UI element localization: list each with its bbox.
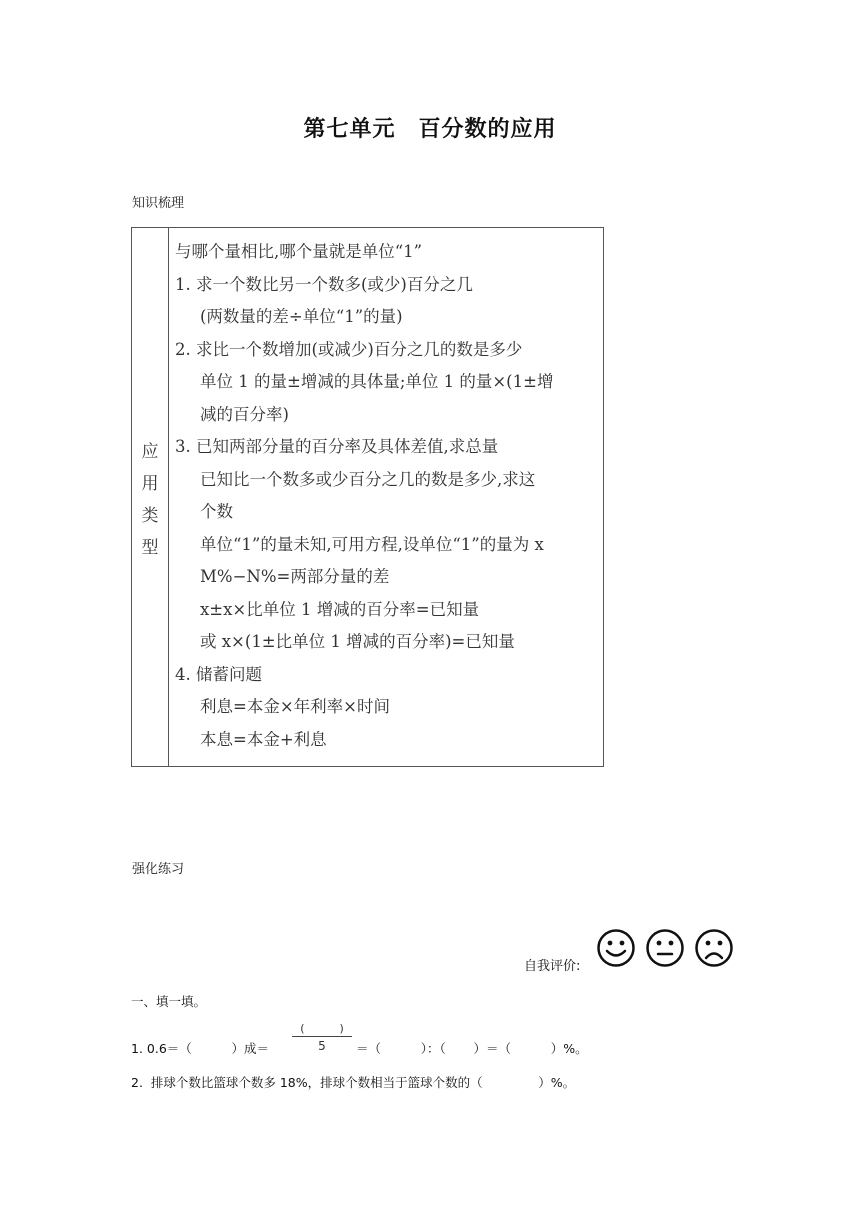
sad-face-icon[interactable] [694, 928, 734, 968]
question-1-suffix: ＝（ ）：（ ）＝（ ）%。 [356, 1041, 588, 1056]
fraction-denominator: 5 [318, 1039, 326, 1053]
knowledge-line: 减的百分率) [200, 404, 289, 424]
knowledge-line: 或 x×(1±比单位 1 增减的百分率)=已知量 [200, 632, 515, 651]
knowledge-line: 单位“1”的量未知,可用方程,设单位“1”的量为 x [200, 534, 544, 554]
category-char: 应 [141, 442, 159, 462]
knowledge-line: 4. 储蓄问题 [175, 664, 262, 684]
knowledge-lines [175, 236, 605, 756]
fraction-bar [292, 1036, 352, 1037]
category-char: 类 [141, 506, 159, 526]
knowledge-line: 1. 求一个数比另一个数多(或少)百分之几 [175, 274, 473, 294]
knowledge-table [131, 227, 604, 767]
page-title: 第七单元 百分数的应用 [303, 117, 557, 142]
smile-face-icon[interactable] [596, 928, 636, 968]
fraction-numerator-blank: ( ) [300, 1022, 344, 1035]
knowledge-line: 3. 已知两部分量的百分率及具体差值,求总量 [175, 437, 499, 456]
section-heading-knowledge: 知识梳理 [132, 196, 185, 211]
knowledge-line: 个数 [200, 502, 233, 521]
section-heading-practice: 强化练习 [132, 862, 185, 877]
knowledge-line: M%−N%=两部分量的差 [200, 567, 390, 586]
category-char: 用 [141, 474, 159, 494]
knowledge-line: 利息=本金×年利率×时间 [200, 697, 390, 716]
category-column [132, 228, 169, 766]
knowledge-line: (两数量的差÷单位“1”的量) [200, 307, 403, 326]
category-label [132, 436, 168, 564]
neutral-face-icon[interactable] [645, 928, 685, 968]
question-2: 2. 排球个数比篮球个数多 18%，排球个数相当于篮球个数的（ ）%。 [131, 1075, 576, 1090]
knowledge-line: 单位 1 的量±增减的具体量;单位 1 的量×(1±增 [200, 372, 554, 391]
category-char: 型 [141, 538, 159, 558]
part1-title: 一、填一填。 [131, 994, 207, 1009]
knowledge-line: x±x×比单位 1 增减的百分率=已知量 [200, 599, 480, 619]
knowledge-line: 本息=本金+利息 [200, 729, 327, 749]
knowledge-line: 与哪个量相比,哪个量就是单位“1” [175, 242, 423, 261]
knowledge-line: 2. 求比一个数增加(或减少)百分之几的数是多少 [175, 339, 523, 359]
knowledge-line: 已知比一个数多或少百分之几的数是多少,求这 [200, 469, 536, 489]
self-eval-label: 自我评价: [524, 959, 581, 974]
self-eval-faces [596, 928, 738, 972]
question-1-prefix: 1. 0.6＝（ ）成＝ [131, 1041, 270, 1056]
